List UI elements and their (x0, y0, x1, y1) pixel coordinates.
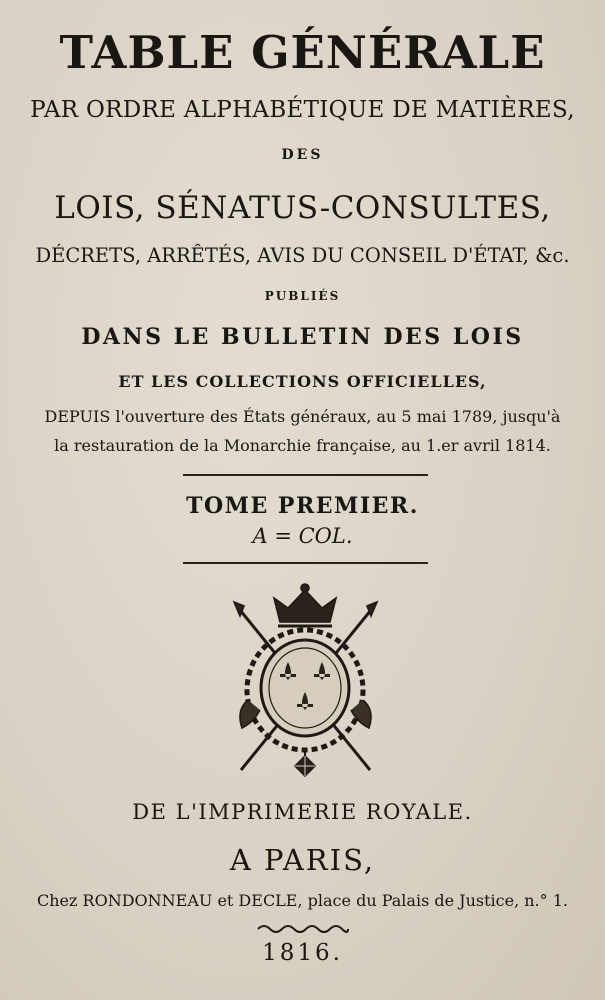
ornament-rule-icon (256, 922, 350, 936)
city-line: A PARIS, (229, 843, 376, 877)
des-line: DES (281, 147, 324, 163)
publisher-line: Chez RONDONNEAU et DECLE, place du Palais de Justice, n.° 1. (37, 891, 568, 910)
lois-line: LOIS, SÉNATUS-CONSULTES, (54, 190, 551, 226)
decrets-line: DÉCRETS, ARRÊTÉS, AVIS DU CONSEIL D'ÉTAT, &c. (35, 244, 570, 267)
tome-line: TOME PREMIER. (186, 493, 419, 519)
publies-line: PUBLIÉS (264, 289, 341, 303)
subtitle: PAR ORDRE ALPHABÉTIQUE DE MATIÈRES, (30, 97, 575, 123)
bottom-rule (183, 562, 428, 564)
year-line: 1816. (262, 940, 343, 966)
depuis-line: DEPUIS l'ouverture des États généraux, au 5 mai 1789, jusqu'à (44, 407, 561, 426)
imprimerie-line: DE L'IMPRIMERIE ROYALE. (132, 800, 473, 824)
restauration-line: la restauration de la Monarchie française, au 1.er avril 1814. (54, 436, 551, 455)
range-line: A = COL. (252, 524, 353, 548)
bulletin-line: DANS LE BULLETIN DES LOIS (81, 324, 524, 350)
main-title: TABLE GÉNÉRALE (59, 26, 546, 79)
collections-line: ET LES COLLECTIONS OFFICIELLES, (118, 372, 487, 391)
top-rule (183, 474, 428, 476)
royal-coat-of-arms-icon (218, 580, 393, 788)
